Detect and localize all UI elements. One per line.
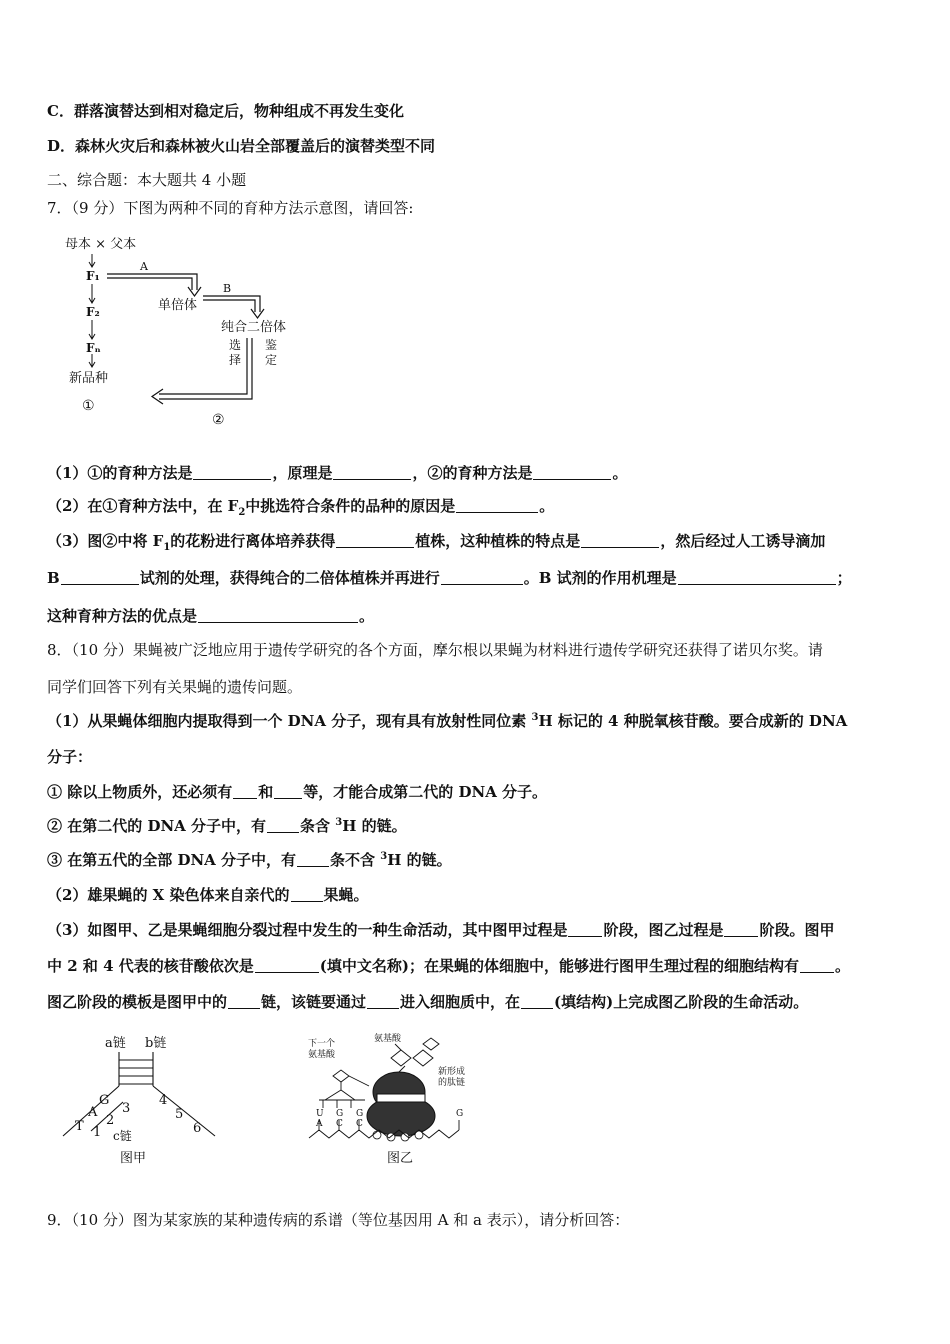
answer-blank[interactable] <box>274 784 302 799</box>
figure-yi <box>305 1030 485 1170</box>
answer-blank[interactable] <box>456 498 538 513</box>
answer-blank[interactable] <box>291 887 323 902</box>
fig-jia-caption: 图甲 <box>120 1151 147 1166</box>
option-d: D．森林火灾后和森林被火山岩全部覆盖后的演替类型不同 <box>47 137 436 155</box>
fig-yi-base-2: G <box>336 1109 344 1119</box>
q8-s2: ② 在第二代的 DNA 分子中，有 条含 $^3$H 的链。 <box>47 817 407 835</box>
q7-p3-line3: 这种育种方法的优点是 。 <box>47 607 375 625</box>
answer-blank[interactable] <box>441 570 523 585</box>
answer-blank[interactable] <box>533 465 611 480</box>
fig-jia-5: 5 <box>175 1107 184 1122</box>
fig-jia-b-chain: b链 <box>145 1036 167 1051</box>
fig-jia-4: 4 <box>159 1093 168 1108</box>
fig-jia-t: T <box>75 1119 84 1134</box>
fig-yi-aa: 氨基酸 <box>374 1034 402 1044</box>
answer-blank[interactable] <box>297 852 329 867</box>
fig-yi-base-1: A <box>316 1119 323 1129</box>
fig-jia-3: 3 <box>122 1101 131 1116</box>
fig-jia-g: G <box>99 1093 110 1108</box>
fig-jia-c-chain: c链 <box>113 1129 132 1143</box>
fig-yi-ribosome <box>367 1072 435 1141</box>
fig-yi-new-peptide-1: 新形成 <box>438 1067 466 1077</box>
option-c: C．群落演替达到相对稳定后，物种组成不再发生变化 <box>47 102 404 120</box>
fig-yi-base-5: C <box>356 1119 363 1129</box>
answer-blank[interactable] <box>581 533 659 548</box>
answer-blank[interactable] <box>800 958 834 973</box>
answer-blank[interactable] <box>568 922 602 937</box>
answer-blank[interactable] <box>61 570 139 585</box>
fig-yi-base-4: G <box>356 1109 364 1119</box>
q7-haploid: 单倍体 <box>158 298 198 313</box>
answer-blank[interactable] <box>193 465 271 480</box>
answer-blank[interactable] <box>333 465 411 480</box>
q7-select-1: 选 <box>229 338 242 352</box>
q7-p1: （1）①的育种方法是 ，原理是 ，②的育种方法是 。 <box>47 464 628 482</box>
q7-mark1: ① <box>82 398 95 414</box>
q7-p3-line1: （3）图②中将 $F_1$的花粉进行离体培养获得 植株，这种植株的特点是 ，然后经过人工诱导滴加 <box>47 532 826 553</box>
answer-blank[interactable] <box>521 994 553 1009</box>
answer-blank[interactable] <box>267 818 299 833</box>
option-c-text: 群落演替达到相对稳定后，物种组成不再发生变化 <box>73 102 404 120</box>
answer-blank[interactable] <box>367 994 399 1009</box>
q7-f1: F₁ <box>86 269 100 283</box>
fig-yi-base-6: G <box>456 1109 464 1119</box>
q7-identify-2: 定 <box>265 353 278 367</box>
q8-p3-line2: 中 2 和 4 代表的核苷酸依次是 (填中文名称)；在果蝇的体细胞中，能够进行图甲生理过程的细胞结构有 。 <box>47 957 850 975</box>
fig-yi-next-aa-2: 氨基酸 <box>308 1050 336 1060</box>
q7-pure-diploid: 纯合二倍体 <box>221 320 287 335</box>
q8-p1: （1）从果蝇体细胞内提取得到一个 DNA 分子，现有具有放射性同位素 $^3$H 标记的 4 种脱氧核苷酸。要合成新的 DNA <box>47 712 848 730</box>
q7-f2: F₂ <box>86 305 100 319</box>
q7-stem: 7．（9 分）下图为两种不同的育种方法示意图，请回答: <box>47 199 414 217</box>
fig-yi-next-aa-1: 下一个 <box>308 1039 336 1049</box>
q7-parents: 母本 × 父本 <box>65 237 137 252</box>
fig-jia-1: 1 <box>93 1125 102 1140</box>
answer-blank[interactable] <box>336 533 414 548</box>
q8-stem-1: 8．（10 分）果蝇被广泛地应用于遗传学研究的各个方面，摩尔根以果蝇为材料进行遗传学研究还获得了诺贝尔奖。请 <box>47 641 823 659</box>
option-d-text: 森林火灾后和森林被火山岩全部覆盖后的演替类型不同 <box>75 137 436 155</box>
q7-label-a: A <box>140 260 148 273</box>
q8-stem-2: 同学们回答下列有关果蝇的遗传问题。 <box>47 678 303 696</box>
q7-breeding-diagram <box>55 232 315 432</box>
q7-new-variety: 新品种 <box>69 371 109 386</box>
fig-jia-6: 6 <box>193 1121 202 1136</box>
q7-p3-line2: B 试剂的处理，获得纯合的二倍体植株并再进行 。B 试剂的作用机理是 ； <box>47 569 852 587</box>
answer-blank[interactable] <box>228 994 260 1009</box>
q8-s1: ① 除以上物质外，还必须有 和 等，才能合成第二代的 DNA 分子。 <box>47 783 548 801</box>
q8-p3-line1: （3）如图甲、乙是果蝇细胞分裂过程中发生的一种生命活动，其中图甲过程是 阶段，图乙过程是 阶段。图甲 <box>47 921 835 939</box>
section-title: 二、综合题：本大题共 4 小题 <box>47 171 247 189</box>
answer-blank[interactable] <box>678 570 836 585</box>
q7-label-b: B <box>223 282 232 295</box>
q9-stem: 9．（10 分）图为某家族的某种遗传病的系谱（等位基因用 A 和 a 表示），请分析回答： <box>47 1211 630 1229</box>
fig-yi-new-peptide-2: 的肽链 <box>438 1078 466 1088</box>
answer-blank[interactable] <box>198 608 358 623</box>
fig-yi-base-0: U <box>316 1109 324 1119</box>
q7-mark2: ② <box>212 412 225 428</box>
q7-p2: （2）在①育种方法中，在 $F_2$中挑选符合条件的品种的原因是 。 <box>47 497 555 518</box>
q8-s3: ③ 在第五代的全部 DNA 分子中，有 条不含 $^3$H 的链。 <box>47 851 452 869</box>
q7-select-2: 择 <box>229 353 242 367</box>
fig-jia-a: A <box>88 1105 98 1120</box>
answer-blank[interactable] <box>724 922 758 937</box>
answer-blank[interactable] <box>233 784 257 799</box>
fig-jia-a-chain: a链 <box>105 1036 126 1051</box>
q8-p3-line3: 图乙阶段的模板是图甲中的 链，该链要通过 进入细胞质中，在 (填结构)上完成图乙阶段的生命活动。 <box>47 993 809 1011</box>
q8-p1-cont: 分子： <box>47 748 93 766</box>
fig-jia-2: 2 <box>106 1113 115 1128</box>
q7-fn: Fₙ <box>86 341 101 355</box>
figure-jia <box>55 1030 225 1170</box>
q8-p2: （2）雄果蝇的 X 染色体来自亲代的 果蝇。 <box>47 886 369 904</box>
answer-blank[interactable] <box>255 958 319 973</box>
fig-yi-base-3: C <box>336 1119 343 1129</box>
q7-identify-1: 鉴 <box>265 338 278 352</box>
fig-yi-caption: 图乙 <box>387 1151 414 1166</box>
